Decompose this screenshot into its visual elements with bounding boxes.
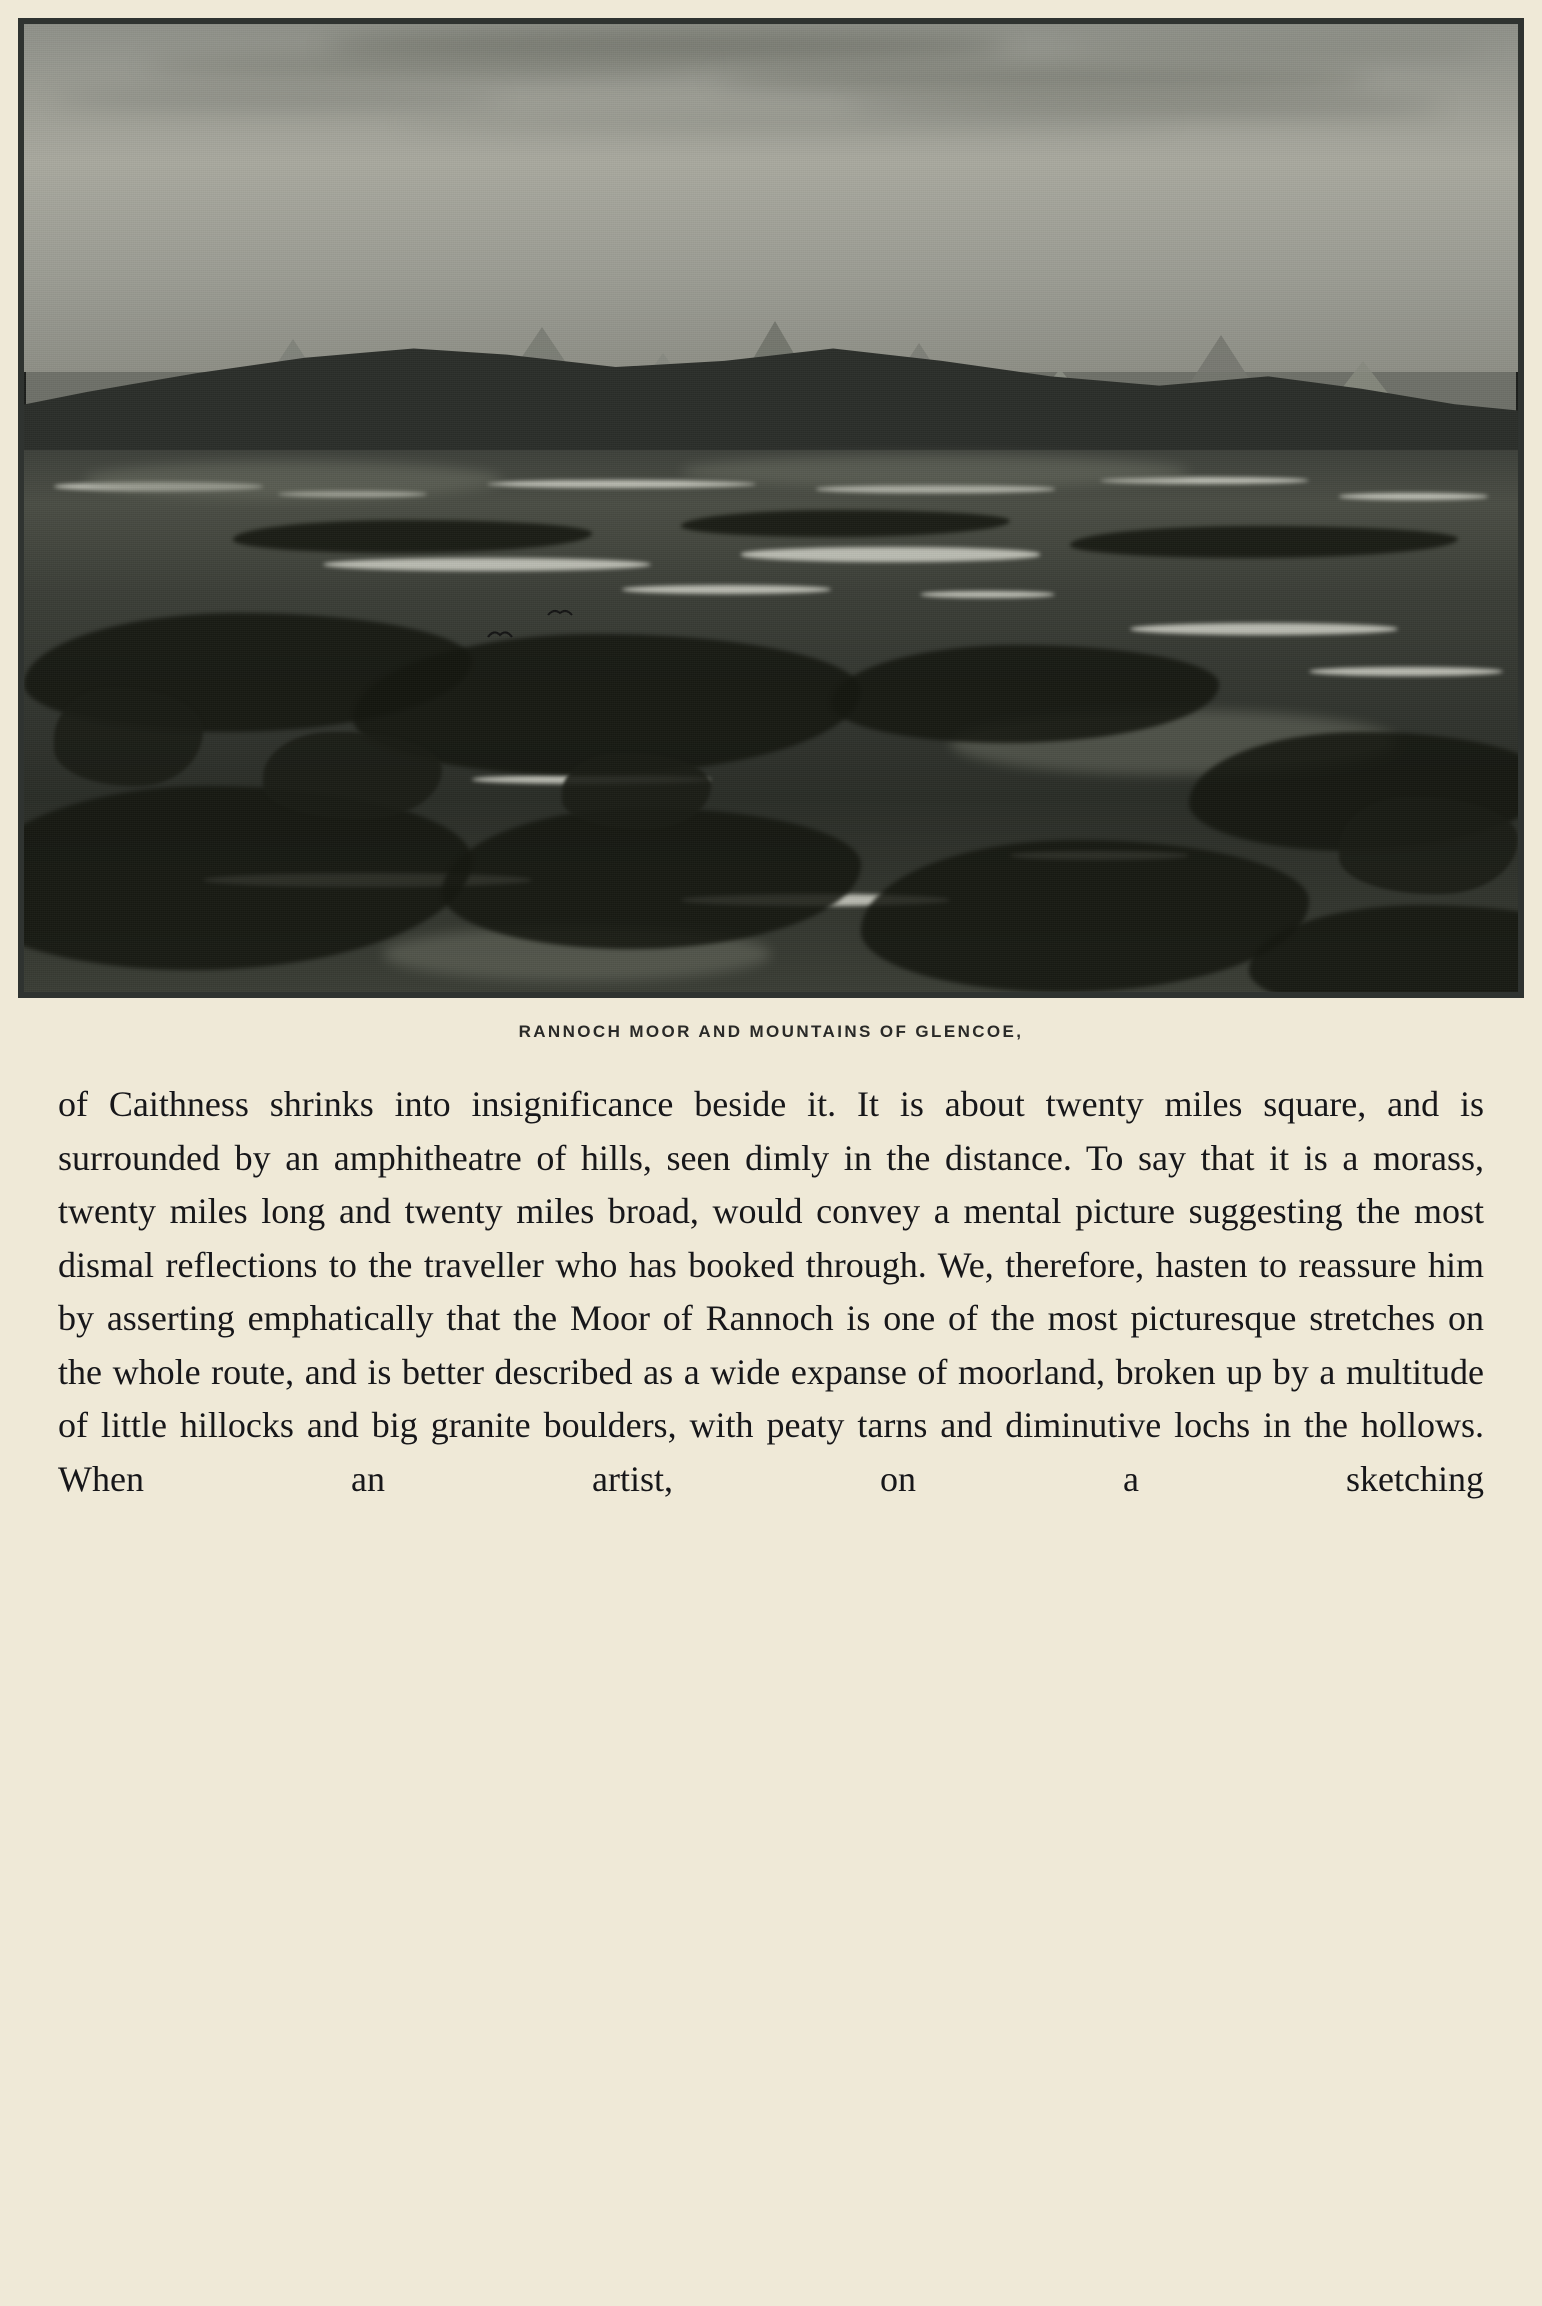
cloud-shape xyxy=(1070,38,1488,59)
moorland-region xyxy=(24,450,1518,992)
foreground-bush xyxy=(54,688,203,786)
plate-caption: RANNOCH MOOR AND MOUNTAINS OF GLENCOE, xyxy=(518,1022,1024,1041)
illustration-plate-frame xyxy=(18,18,1524,998)
cloud-shape xyxy=(398,115,1175,129)
foreground-bush xyxy=(1339,797,1518,895)
loch-streak xyxy=(741,547,1040,561)
loch-streak xyxy=(1339,493,1488,500)
moor-patch xyxy=(681,455,1189,488)
foreground-bush xyxy=(562,753,711,829)
bird-silhouette xyxy=(487,629,513,639)
illustration-plate xyxy=(24,24,1518,992)
cloud-shape xyxy=(54,90,502,107)
moor-patch xyxy=(84,461,502,499)
loch-streak xyxy=(1309,667,1503,677)
foreground-bush xyxy=(263,732,442,819)
dark-scrub xyxy=(861,840,1309,992)
dark-scrub xyxy=(1070,526,1458,559)
loch-streak xyxy=(622,585,831,594)
body-paragraph: of Caithness shrinks into insignificance beside it. It is about twenty miles square, and is surrounded by an amphitheatre of hills, seen dimly in the distance. To say that it is a morass, twenty miles long and twenty miles broad, would convey a mental picture suggesting the most dismal reflections to the traveller who has booked through. We, therefore, hasten to reassure him by asserting emphatically that the Moor of Rannoch is one of the most picturesque stretches on the whole route, and is better described as a wide expanse of moorland, broken up by a multitude of little hillocks and big granite boulders, with peaty tarns and diminutive lochs in the hollows. When an artist, on a sketching xyxy=(58,1084,1484,1499)
loch-streak xyxy=(487,480,756,488)
cloud-shape xyxy=(144,55,712,76)
cloud-shape xyxy=(711,66,1368,90)
dark-scrub xyxy=(681,510,1010,537)
body-text-block xyxy=(58,1078,1484,1506)
loch-streak xyxy=(1130,623,1399,635)
cloud-shape xyxy=(846,97,1444,114)
bird-silhouette xyxy=(547,607,573,617)
loch-streak xyxy=(323,558,652,571)
dark-scrub xyxy=(233,520,592,553)
loch-streak xyxy=(920,591,1054,599)
